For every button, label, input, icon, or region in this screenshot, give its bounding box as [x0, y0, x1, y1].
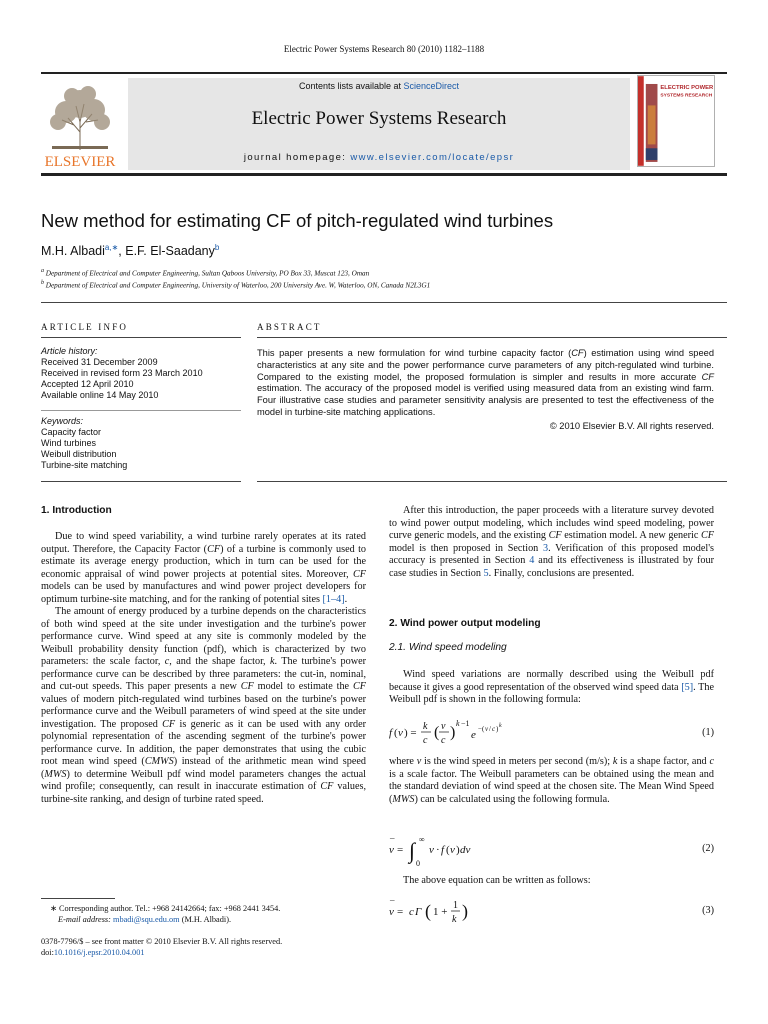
- svg-text:0: 0: [416, 859, 420, 868]
- section-link[interactable]: 3: [543, 542, 549, 554]
- svg-text:v: v: [389, 906, 394, 918]
- svg-text:(: (: [394, 727, 398, 739]
- svg-text:=: =: [397, 906, 404, 918]
- svg-text:ELECTRIC POWER: ELECTRIC POWER: [660, 84, 714, 91]
- affiliation-a: $^a$ Department of Electrical and Computer Engineering, Sultan Qaboos University, PO Box 33, Muscat 123, Oman: [41, 268, 370, 278]
- intro-continued: [389, 505, 714, 580]
- copyright-notice: © 2010 Elsevier B.V. All rights reserved.: [549, 421, 714, 431]
- svg-text:): ): [456, 844, 460, 856]
- keywords-block: Keywords: Capacity factor Wind turbines Weibull distribution Turbine-site matching: [41, 416, 241, 471]
- section-link[interactable]: 5: [483, 567, 489, 579]
- svg-text:): ): [462, 901, 468, 921]
- author-name: E.F. El-Saadany: [125, 244, 215, 259]
- doi-link[interactable]: 10.1016/j.epsr.2010.04.001: [53, 948, 145, 957]
- author-name: M.H. Albadi: [41, 244, 105, 259]
- equation-number: (2): [702, 843, 714, 854]
- equation-2: [389, 834, 714, 868]
- wind-speed-text: [389, 669, 714, 707]
- subsection-heading-wind-speed: 2.1. Wind speed modeling: [389, 642, 507, 653]
- abstract-rule: [257, 337, 727, 338]
- svg-text:): ): [450, 724, 456, 741]
- footnote: ∗ Corresponding author. Tel.: +968 24142664; fax: +968 2441 3454. E-mail address: mbadi@squ.edu.om (M.H. Albadi).: [50, 904, 281, 924]
- svg-text:/: /: [489, 725, 491, 733]
- article-history: Article history: Received 31 December 2009 Received in revised form 23 March 2010 Accepted 12 April 2010 Available online 14 May 2010: [41, 346, 203, 400]
- article-info-rule: [41, 337, 241, 338]
- svg-text:(: (: [425, 901, 431, 921]
- section-rule: [41, 302, 727, 303]
- svg-text:=: =: [397, 844, 404, 856]
- abstract-end-rule: [257, 481, 727, 482]
- paragraph: After this introduction, the paper proceeds with a literature survey devoted to wind power output modeling, which includes wind speed modeling, power curve generic models, and the existing CF estimation model. A new generic CF model is then proposed in Section 3. Verification of this proposed model's accuracy is presented in Section 4 and its effectiveness is illustrated by four case studies in Section 5. Finally, conclusions are presented.: [389, 505, 714, 579]
- contents-available: Contents lists available at ScienceDirect: [298, 81, 460, 91]
- equation-transition-text: [389, 875, 714, 888]
- svg-text:v: v: [441, 721, 446, 732]
- svg-text:¯: ¯: [390, 837, 395, 847]
- keyword: Weibull distribution: [41, 449, 117, 459]
- svg-text:·: ·: [436, 844, 440, 856]
- homepage-link[interactable]: www.elsevier.com/locate/epsr: [350, 152, 515, 163]
- section-heading-wind-power: 2. Wind power output modeling: [389, 618, 541, 629]
- svg-text:(: (: [434, 724, 440, 741]
- paragraph: The above equation can be written as follows:: [403, 875, 591, 886]
- svg-text:v: v: [429, 844, 434, 856]
- svg-text:k: k: [452, 914, 457, 925]
- svg-text:¯: ¯: [390, 899, 395, 909]
- elsevier-tree-logo: [38, 80, 122, 170]
- svg-text:−(: −(: [478, 725, 485, 733]
- article-info-end-rule: [41, 481, 241, 482]
- equation-1: [389, 718, 714, 748]
- svg-text:dv: dv: [460, 844, 471, 856]
- svg-text:f: f: [441, 844, 445, 856]
- keywords-rule: [41, 410, 241, 411]
- section-link[interactable]: 4: [529, 555, 535, 566]
- intro-body: [41, 531, 366, 806]
- paragraph: Wind speed variations are normally described using the Weibull pdf because it gives a good representation of the observed wind speed data [5]. The Weibull pdf is shown in the following formula:: [389, 669, 715, 705]
- citation-link[interactable]: [5]: [681, 681, 694, 693]
- section-heading-introduction: 1. Introduction: [41, 505, 112, 516]
- front-matter-notice: 0378-7796/$ – see front matter © 2010 Elsevier B.V. All rights reserved. doi:10.1016/j.epsr.2010.04.001: [41, 937, 283, 957]
- equation-number: (3): [702, 905, 714, 916]
- svg-text:k: k: [456, 719, 460, 728]
- paragraph: The amount of energy produced by a turbine depends on the characteristics of both wind speed at the site under investigation and the turbine's power performance curve. Wind speed at any site is commonly modeled by the Weibull probability density function (pdf), which is characterized by two parameters: the scale factor, c, and the shape factor, k. The turbine's power performance curve can be described by three parameters: the cut-in, nominal, and cut-out speeds. This paper presents a new CF model to estimate the CF values of modern pitch-regulated wind turbines based on the turbine's power performance curve and the Weibull parameters of wind speed at the site under investigation. The proposed CF is generic as it can be used with any order polynomial representation of the ascending segment of the turbine's power performance curve. In addition, the paper demonstrates that using the cubic root mean wind speed (CMWS) instead of the arithmetic mean wind speed (MWS) to determine Weibull pdf wind model parameters changes the actual wind profile; consequently, can result in inaccurate estimation of CF values, turbine-site ranking, and design of turbine rated speed.: [41, 606, 366, 805]
- svg-text:) =: ) =: [404, 727, 417, 739]
- svg-text:c: c: [441, 735, 446, 746]
- svg-text:k: k: [499, 723, 502, 729]
- footnote-rule: [41, 898, 115, 899]
- abstract-heading: ABSTRACT: [257, 322, 322, 332]
- keyword: Capacity factor: [41, 427, 102, 437]
- email-link[interactable]: mbadi@squ.edu.om: [113, 915, 180, 924]
- paragraph: Due to wind speed variability, a wind turbine rarely operates at its rated output. Therefore, the Capacity Factor (CF) of a turbine is commonly used to estimate its average energy production, which in turn can be used for the economic appraisal of wind power projects at potential sites. Moreover, CF models can be used by manufactures and wind power project developers for optimum turbine-site matching, and for the ranking of potential sites [1–4].: [41, 531, 366, 605]
- journal-citation: Electric Power Systems Research 80 (2010) 1182–1188: [283, 44, 485, 54]
- svg-text:c: c: [409, 906, 414, 918]
- affiliation-b: $^b$ Department of Electrical and Computer Engineering, University of Waterloo, 200 University Ave. W, Waterloo, ON, Canada N2L3G1: [41, 280, 431, 290]
- equation-3: [389, 897, 714, 929]
- svg-text:SYSTEMS RESEARCH: SYSTEMS RESEARCH: [660, 93, 713, 99]
- equation-number: (1): [702, 727, 714, 738]
- svg-text:(: (: [446, 844, 450, 856]
- mean-wind-speed-integral: [389, 834, 589, 868]
- weibull-pdf-formula: [389, 718, 589, 748]
- svg-text:f: f: [389, 727, 393, 739]
- citation-link[interactable]: [1–4]: [322, 593, 345, 605]
- svg-text:1: 1: [453, 900, 458, 911]
- svg-text:v: v: [389, 844, 394, 856]
- keyword: Wind turbines: [41, 438, 97, 448]
- svg-text:v: v: [485, 725, 489, 733]
- journal-title: Electric Power Systems Research: [251, 108, 507, 129]
- keyword: Turbine-site matching: [41, 460, 128, 470]
- svg-text:−1: −1: [461, 719, 470, 728]
- svg-text:): ): [496, 725, 499, 733]
- weibull-explanation: [389, 756, 714, 806]
- header-rule-bottom: [41, 173, 727, 176]
- svg-text:1 +: 1 +: [433, 906, 448, 918]
- journal-cover-thumbnail: [637, 75, 715, 167]
- svg-text:v: v: [398, 727, 403, 739]
- abstract-text: This paper presents a new formulation for wind turbine capacity factor (CF) estimation using wind speed characteristics at any site and the power performance curve parameters of any pitch-regulated wind turbine. Compared to the existing model, the proposed formulation is simpler and results in more accurate CF estimation. The accuracy of the proposed model is verified using measured data from an existing wind farm. Four illustrative case studies and parameter sensitivity analysis are presented to test the effectiveness of the model in turbine-site matching applications.: [257, 348, 714, 417]
- article-title: New method for estimating CF of pitch-regulated wind turbines: [41, 210, 554, 231]
- svg-text:∞: ∞: [419, 835, 425, 844]
- paragraph: where v is the wind speed in meters per second (m/s); k is a shape factor, and c is a scale factor. The Weibull parameters can be obtained using the mean and the standard deviation of wind speed at the chosen site. The Mean Wind Speed (MWS) can be calculated using the following formula.: [389, 756, 714, 805]
- svg-text:∫: ∫: [409, 838, 416, 863]
- svg-text:e: e: [471, 729, 476, 741]
- sciencedirect-link[interactable]: ScienceDirect: [403, 81, 460, 91]
- author-list: M.H. Albadi$^{a,∗}$, E.F. El-Saadany$^b$: [41, 243, 220, 259]
- svg-text:c: c: [423, 735, 428, 746]
- svg-text:Γ: Γ: [415, 906, 422, 918]
- publisher-name: ELSEVIER: [44, 154, 116, 170]
- gamma-function-formula: [389, 897, 589, 929]
- header-rule-top: [41, 72, 727, 74]
- svg-text:v: v: [450, 844, 455, 856]
- article-info-heading: ARTICLE INFO: [41, 322, 129, 332]
- svg-text:c: c: [492, 725, 496, 733]
- journal-homepage: journal homepage: www.elsevier.com/locate/epsr: [243, 152, 515, 163]
- svg-text:k: k: [423, 721, 428, 732]
